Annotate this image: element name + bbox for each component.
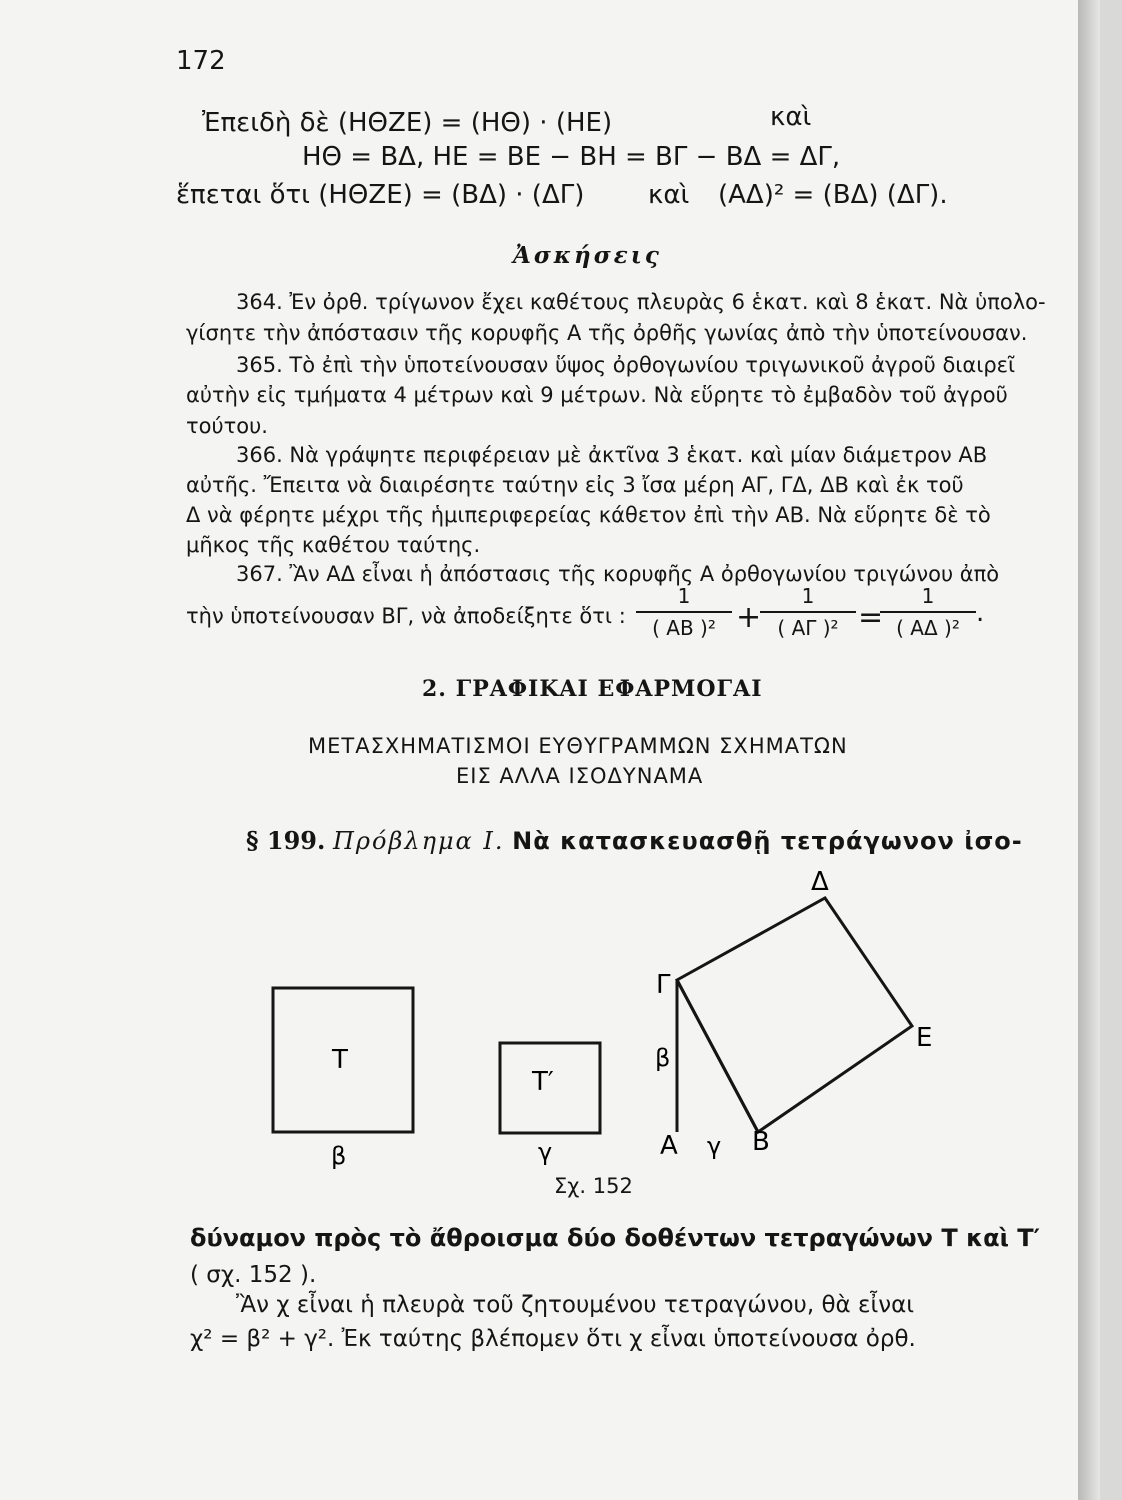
exercise-line: αὐτῆς. Ἔπειτα νὰ διαιρέσητε ταύτην εἰς 3 ἴσα μέρη ΑΓ, ΓΔ, ΔΒ καὶ ἐκ τοῦ xyxy=(186,473,964,497)
fraction-bar xyxy=(880,611,976,613)
fraction-ab xyxy=(636,584,732,640)
equation-line-1: Ἐπειδὴ δὲ (ΗΘΖΕ) = (ΗΘ) · (ΗΕ) xyxy=(202,108,613,138)
label-a: Α xyxy=(660,1131,678,1161)
fraction-numerator: 1 xyxy=(921,584,935,608)
closing-line-2: ( σχ. 152 ). xyxy=(190,1262,317,1288)
equation-line-3c: (ΑΔ)² = (ΒΔ) (ΔΓ). xyxy=(718,180,948,210)
equation-line-3b: καὶ xyxy=(648,180,690,210)
exercises-heading: Ἀσκήσεις xyxy=(513,242,662,269)
fraction-ag xyxy=(760,584,856,640)
equation-line-3a: ἕπεται ὅτι (ΗΘΖΕ) = (ΒΔ) · (ΔΓ) xyxy=(176,180,585,210)
exercise-line: 367. Ἂν ΑΔ εἶναι ἡ ἀπόστασις τῆς κορυφῆς Α ὀρθογωνίου τριγώνου ἀπὸ xyxy=(236,562,1000,586)
exercise-line: τὴν ὑποτείνουσαν ΒΓ, νὰ ἀποδείξητε ὅτι : xyxy=(186,604,626,628)
exercise-line: γίσητε τὴν ἀπόστασιν τῆς κορυφῆς Α τῆς ὀρθῆς γωνίας ἀπὸ τὴν ὑποτείνουσαν. xyxy=(186,321,1028,345)
label-t-prime: Τ′ xyxy=(532,1067,554,1097)
fraction-denominator: ( ΑΒ )² xyxy=(652,616,716,640)
label-gamma: γ xyxy=(538,1138,553,1166)
section-heading: 2. ΓΡΑΦΙΚΑΙ ΕΦΑΡΜΟΓΑΙ xyxy=(422,676,763,702)
label-t: Τ xyxy=(332,1045,348,1075)
section-subheading-1: ΜΕΤΑΣΧΗΜΑΤΙΣΜΟΙ ΕΥΘΥΓΡΑΜΜΩΝ ΣΧΗΜΑΤΩΝ xyxy=(308,734,848,758)
exercise-line: μῆκος τῆς καθέτου ταύτης. xyxy=(186,533,481,557)
closing-line-3: Ἂν χ εἶναι ἡ πλευρὰ τοῦ ζητουμένου τετραγώνου, θὰ εἶναι xyxy=(236,1292,915,1318)
equals-sign: = xyxy=(858,600,884,635)
label-e: Ε xyxy=(916,1023,933,1053)
problem-number: § 199. xyxy=(246,826,326,855)
label-delta: Δ xyxy=(811,867,829,897)
exercise-line: Δ νὰ φέρητε μέχρι τῆς ἡμιπεριφερείας κάθετον ἐπὶ τὴν ΑΒ. Νὰ εὕρητε δὲ τὸ xyxy=(186,503,991,527)
equation-line-2: ΗΘ = ΒΔ, ΗΕ = ΒΕ − ΒΗ = ΒΓ − ΒΔ = ΔΓ, xyxy=(302,142,841,172)
fraction-denominator: ( ΑΓ )² xyxy=(777,616,839,640)
section-subheading-2: ΕΙΣ ΑΛΛΑ ΙΣΟΔΥΝΑΜΑ xyxy=(456,764,704,788)
square-on-hypotenuse xyxy=(677,898,912,1132)
page-edge xyxy=(1078,0,1100,1500)
exercise-line: 366. Νὰ γράψητε περιφέρειαν μὲ ἀκτῖνα 3 ἑκατ. καὶ μίαν διάμετρον ΑΒ xyxy=(236,443,988,467)
fraction-numerator: 1 xyxy=(677,584,691,608)
problem-line xyxy=(246,826,1023,855)
fraction-ad xyxy=(880,584,976,640)
label-capital-gamma: Γ xyxy=(656,970,671,1000)
label-gamma-side: γ xyxy=(707,1132,722,1160)
fraction-bar xyxy=(760,611,856,613)
exercise-line: 365. Τὸ ἐπὶ τὴν ὑποτείνουσαν ὕψος ὀρθογωνίου τριγωνικοῦ ἀγροῦ διαιρεῖ xyxy=(236,353,1016,377)
equation-line-1-kai: καὶ xyxy=(770,102,812,132)
fraction-denominator: ( ΑΔ )² xyxy=(896,616,960,640)
label-b: Β xyxy=(752,1127,770,1157)
label-beta-side: β xyxy=(655,1044,671,1072)
exercise-line: τούτου. xyxy=(186,414,268,438)
formula-period: . xyxy=(976,598,985,628)
fraction-bar xyxy=(636,611,732,613)
fraction-numerator: 1 xyxy=(801,584,815,608)
page-number: 172 xyxy=(176,46,226,76)
figure-caption: Σχ. 152 xyxy=(554,1174,633,1198)
exercise-line: αὐτὴν εἰς τμήματα 4 μέτρων καὶ 9 μέτρων. Νὰ εὕρητε τὸ ἐμβαδὸν τοῦ ἀγροῦ xyxy=(186,383,1008,407)
closing-line-4: χ² = β² + γ². Ἐκ ταύτης βλέπομεν ὅτι χ εἶναι ὑποτείνουσα ὀρθ. xyxy=(190,1326,916,1352)
plus-sign: + xyxy=(736,600,762,635)
figure-152 xyxy=(260,860,980,1200)
exercise-line: 364. Ἐν ὀρθ. τρίγωνον ἔχει καθέτους πλευρὰς 6 ἑκατ. καὶ 8 ἑκατ. Νὰ ὑπολο- xyxy=(236,290,1046,314)
problem-label: Πρόβλημα Ι. xyxy=(333,827,505,855)
closing-line-1: δύναμον πρὸς τὸ ἄθροισμα δύο δοθέντων τετραγώνων Τ καὶ Τ′ xyxy=(190,1224,1041,1252)
problem-text: Νὰ κατασκευασθῇ τετράγωνον ἰσο- xyxy=(512,827,1023,855)
label-beta: β xyxy=(331,1142,347,1170)
